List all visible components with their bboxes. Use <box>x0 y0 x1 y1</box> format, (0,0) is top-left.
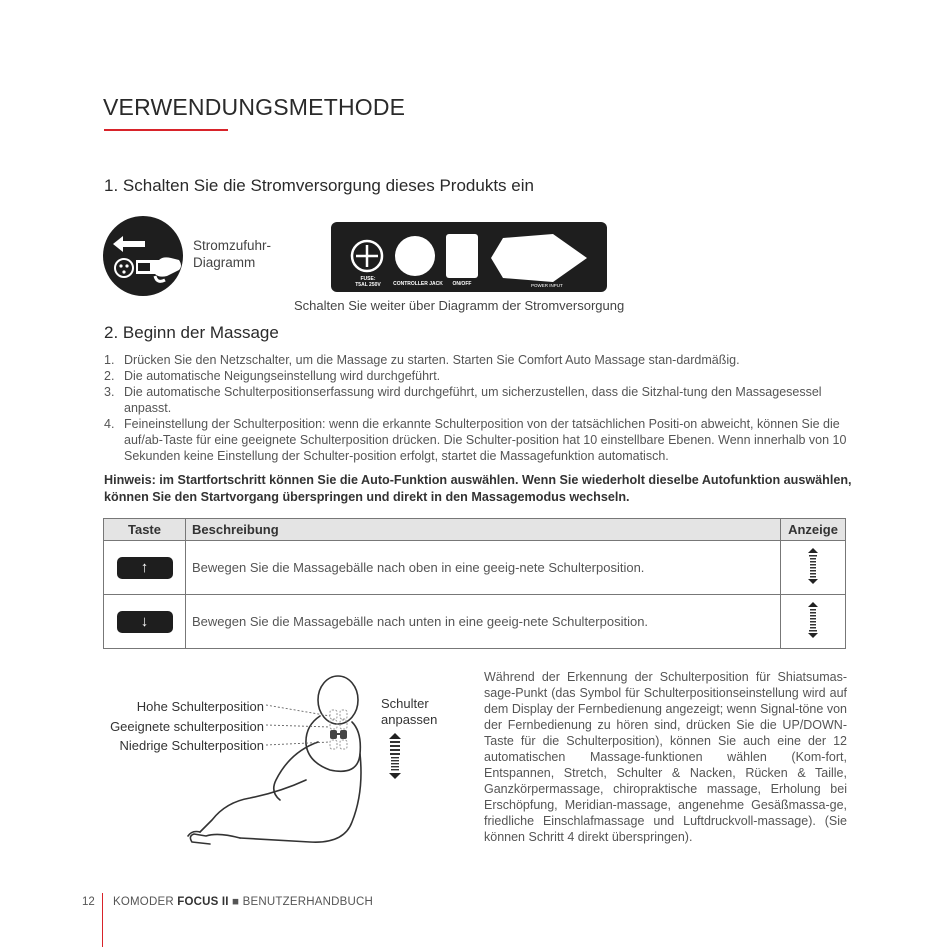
footer-title: KOMODER FOCUS II ■ BENUTZERHANDBUCH <box>113 896 373 908</box>
footer-accent-line <box>102 893 103 947</box>
power-plug-icon <box>103 216 183 296</box>
shoulder-adjust-indicator-icon <box>388 733 402 779</box>
section-1-heading: 1. Schalten Sie die Stromversorgung dieses Produkts ein <box>104 176 534 195</box>
key-table <box>103 518 846 649</box>
list-item: 1. Drücken Sie den Netzschalter, um die Massage zu starten. Starten Sie Comfort Auto Massage stan-dardmäßig. <box>104 353 740 367</box>
table-row <box>104 595 846 649</box>
seated-person-illustration <box>180 672 380 857</box>
label-suitable: Geeignete schulterposition <box>110 718 264 734</box>
shoulder-level-down-icon <box>807 602 819 638</box>
label-low: Niedrige Schulterposition <box>119 738 264 753</box>
table-row <box>104 541 846 595</box>
page-title: VERWENDUNGSMETHODE <box>103 94 406 120</box>
steps-list <box>104 352 849 464</box>
fuse-label: FUSE: T5AL 250V <box>355 276 381 288</box>
power-diagram-label: Stromzufuhr- Diagramm <box>193 238 272 270</box>
row-description: Bewegen Sie die Massagebälle nach oben in eine geeig-nete Schulterposition. <box>186 541 781 595</box>
shiatsu-paragraph: Während der Erkennung der Schulterposition für Shiatsumas-sage-Punkt (das Symbol für Schulterpositionseinstellung wird auf dem Display der Fernbedienung angezeigt; wenn Signal-töne von der Fernbedienung zu hören sind, drücken Sie die UP/DOWN-Taste für die Schulterposition), können Sie auch eine der 12 automatischen Massage-funktionen wählen (Kom-fort, Entspannen, Stretch, Schulter & Nacken, Rücken & Taille, Ganzkörpermassage, chiropraktische massage, Erholung bei Erschöpfung, Meridian-massage, angenehme Gesäßmassa-ge, friedliche Einschlafmassage und Luftdruckvoll-massage). (Sie können Schritt 4 direkt überspringen). <box>484 670 847 844</box>
title-underline <box>104 129 228 131</box>
controller-jack-label: CONTROLLER JACK <box>393 281 443 287</box>
arrow-up-icon: ↑ <box>140 559 149 576</box>
power-panel-diagram <box>331 222 607 292</box>
list-item: 2. Die automatische Neigungseinstellung wird durchgeführt. <box>104 369 441 383</box>
arrow-down-icon: ↓ <box>140 613 149 630</box>
col-header-taste: Taste <box>104 519 186 541</box>
separator-square-icon: ■ <box>232 896 240 908</box>
col-header-beschreibung: Beschreibung <box>186 519 781 541</box>
row-description: Bewegen Sie die Massagebälle nach unten in eine geeig-nete Schulterposition. <box>186 595 781 649</box>
panel-caption: Schalten Sie weiter über Diagramm der Stromversorgung <box>294 298 625 313</box>
up-key-button <box>117 557 173 579</box>
list-item: 4. Feineinstellung der Schulterposition: wenn die erkannte Schulterposition von der tatsächlichen Positi-on abweicht, können Sie die auf/ab-Taste für eine geeignete Schulterposition drücken. Die Schulter-position hat 10 einstellbare Ebenen. Wenn innerhalb von 10 Sekunden keine Einstellung der Schulter-position erfolgt, startet die Massagefunktion automatisch. <box>104 417 847 463</box>
list-item: 3. Die automatische Schulterpositionserfassung wird durchgeführt, um sicherzustellen, dass die Sitzhal-tung den Massagesessel anpasst. <box>104 385 822 415</box>
shoulder-adjust-label: Schulter anpassen <box>381 696 438 727</box>
onoff-label: ON/OFF <box>452 281 472 287</box>
hint-note: Hinweis: im Startfortschritt können Sie die Auto-Funktion auswählen. Wenn Sie wiederholt dieselbe Autofunktion auswählen, können Sie den Startvorgang überspringen und direkt in den Massagemodus wechseln. <box>104 473 852 504</box>
shoulder-level-up-icon <box>807 548 819 584</box>
col-header-anzeige: Anzeige <box>781 519 846 541</box>
page-number: 12 <box>82 896 95 908</box>
section-2-heading: 2. Beginn der Massage <box>104 323 279 342</box>
power-input-label: POWER INPUT <box>531 283 563 288</box>
down-key-button <box>117 611 173 633</box>
label-high: Hohe Schulterposition <box>136 699 264 714</box>
